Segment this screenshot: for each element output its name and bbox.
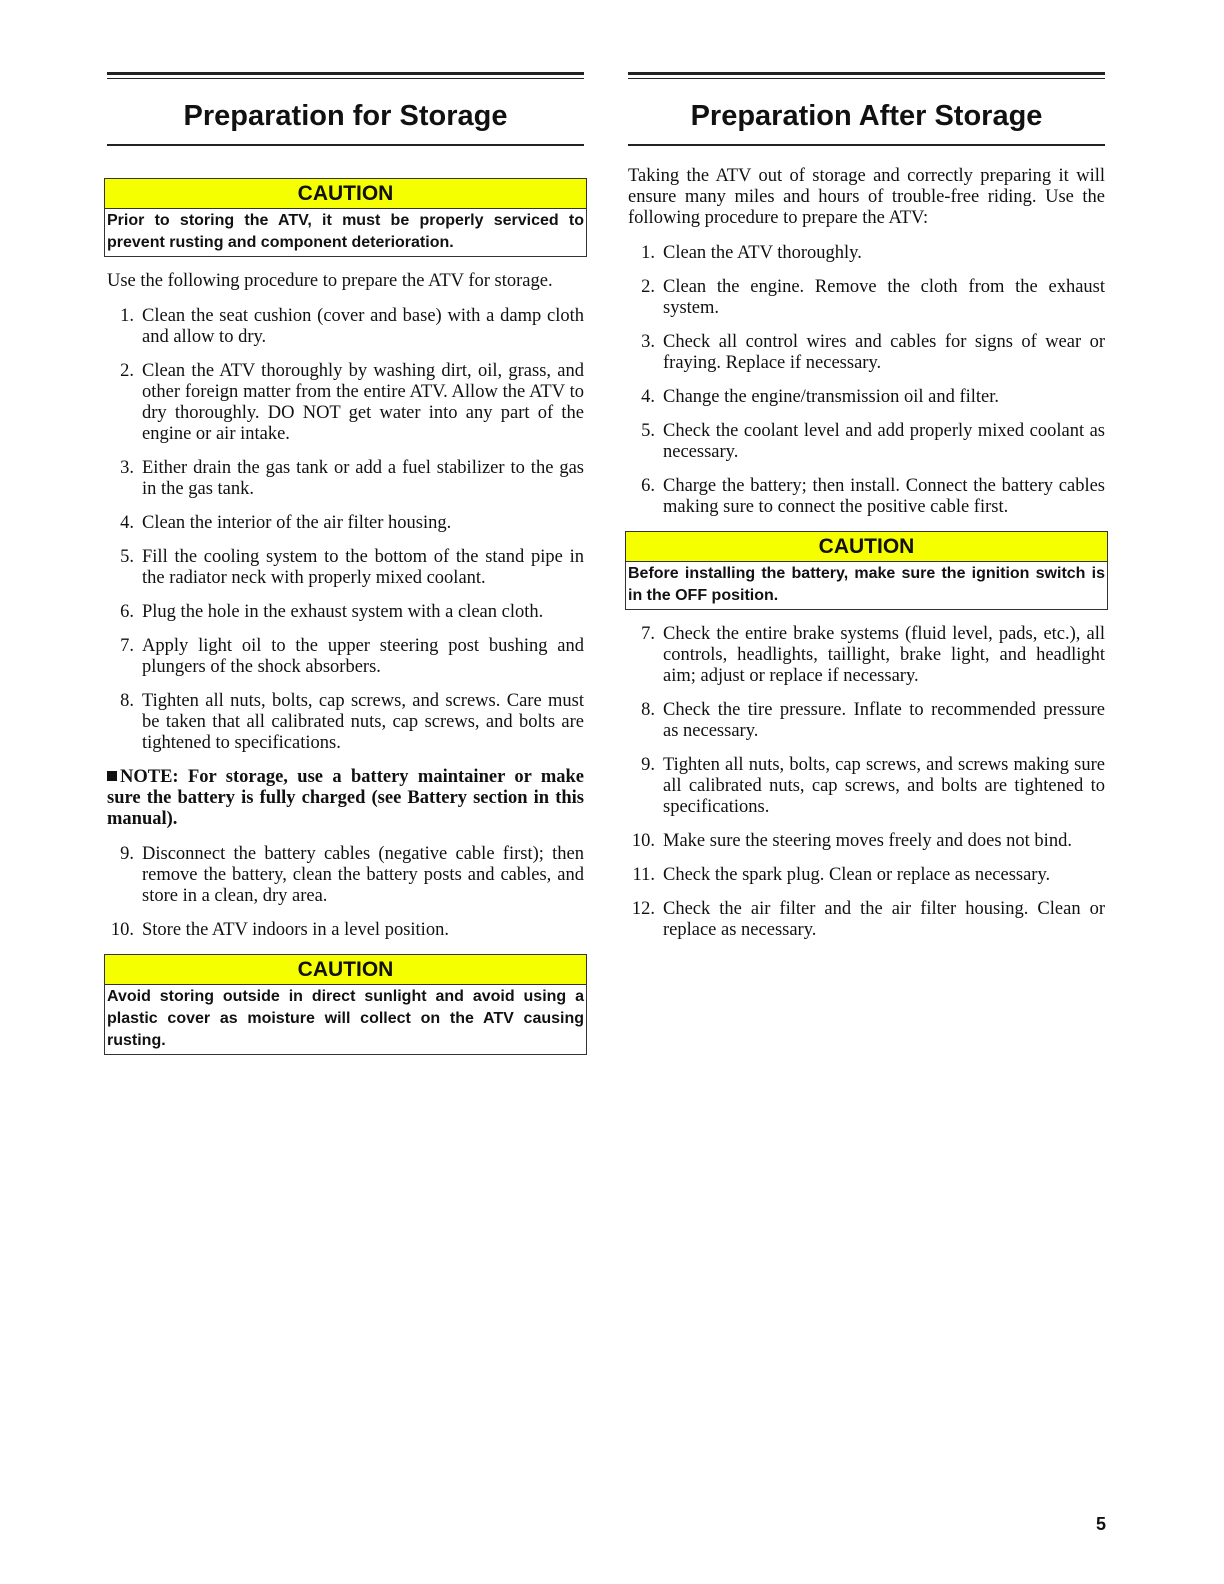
storage-content bbox=[107, 178, 584, 1069]
list-item bbox=[107, 361, 584, 445]
list-item bbox=[107, 513, 584, 534]
intro-paragraph: Use the following procedure to prepare the ATV for storage. bbox=[107, 271, 553, 291]
step-text: Store the ATV indoors in a level position. bbox=[142, 920, 449, 940]
step-text: Fill the cooling system to the bottom of the stand pipe in the radiator neck with properly mixed coolant. bbox=[142, 547, 584, 588]
header-rule-double bbox=[628, 72, 1105, 79]
step-number: 7. bbox=[641, 624, 655, 644]
caution-box bbox=[104, 178, 587, 257]
step-text: Check the entire brake systems (fluid level, pads, etc.), all controls, headlights, taillight, brake light, and headlight aim; adjust or replace if necessary. bbox=[663, 624, 1105, 686]
step-number: 7. bbox=[120, 636, 134, 656]
list-item bbox=[107, 844, 584, 907]
step-text: Check the coolant level and add properly mixed coolant as necessary. bbox=[663, 421, 1105, 462]
step-number: 2. bbox=[641, 277, 655, 297]
list-item bbox=[107, 602, 584, 623]
header-rule-double bbox=[107, 72, 584, 79]
step-text: Clean the ATV thoroughly. bbox=[663, 243, 862, 263]
step-text: Check the spark plug. Clean or replace as necessary. bbox=[663, 865, 1051, 885]
step-number: 10. bbox=[631, 831, 655, 851]
list-item bbox=[628, 755, 1105, 818]
list-item bbox=[107, 458, 584, 500]
list-item bbox=[628, 277, 1105, 319]
header-rule-single bbox=[107, 144, 584, 146]
step-number: 5. bbox=[641, 421, 655, 441]
list-item bbox=[628, 624, 1105, 687]
list-item bbox=[107, 920, 584, 941]
caution-heading: CAUTION bbox=[105, 179, 586, 209]
caution-box bbox=[625, 531, 1108, 610]
step-number: 12. bbox=[631, 899, 655, 919]
step-number: 5. bbox=[120, 547, 134, 567]
caution-heading: CAUTION bbox=[626, 532, 1107, 562]
step-number: 1. bbox=[641, 243, 655, 263]
caution-text: Before installing the battery, make sure the ignition switch is in the OFF position. bbox=[628, 565, 1105, 604]
list-item bbox=[107, 306, 584, 348]
note-paragraph bbox=[107, 767, 584, 830]
step-number: 1. bbox=[120, 306, 134, 326]
caution-text: Avoid storing outside in direct sunlight and avoid using a plastic cover as moisture will collect on the ATV causing rusting. bbox=[107, 988, 584, 1049]
step-text: Charge the battery; then install. Connect the battery cables making sure to connect the positive cable first. bbox=[663, 476, 1105, 517]
list-item bbox=[628, 476, 1105, 518]
list-item bbox=[628, 387, 1105, 408]
step-text: Check the air filter and the air filter housing. Clean or replace as necessary. bbox=[663, 899, 1105, 940]
step-number: 2. bbox=[120, 361, 134, 381]
note-square-icon bbox=[107, 771, 117, 781]
step-number: 4. bbox=[120, 513, 134, 533]
list-item bbox=[628, 831, 1105, 852]
step-text: Check the tire pressure. Inflate to recommended pressure as necessary. bbox=[663, 700, 1105, 741]
list-item bbox=[628, 899, 1105, 941]
storage-steps-list bbox=[107, 306, 584, 754]
step-text: Disconnect the battery cables (negative cable first); then remove the battery, clean the battery posts and cables, and store in a clean, dry area. bbox=[142, 844, 584, 906]
list-item bbox=[107, 691, 584, 754]
caution-heading: CAUTION bbox=[105, 955, 586, 985]
section-title-storage: Preparation for Storage bbox=[183, 100, 508, 132]
step-number: 4. bbox=[641, 387, 655, 407]
step-text: Either drain the gas tank or add a fuel stabilizer to the gas in the gas tank. bbox=[142, 458, 584, 499]
section-title-after-storage: Preparation After Storage bbox=[690, 100, 1043, 132]
step-number: 10. bbox=[110, 920, 134, 940]
step-text: Check all control wires and cables for signs of wear or fraying. Replace if necessary. bbox=[663, 332, 1105, 373]
step-text: Clean the seat cushion (cover and base) with a damp cloth and allow to dry. bbox=[142, 306, 584, 347]
list-item bbox=[107, 636, 584, 678]
step-number: 11. bbox=[632, 865, 655, 885]
step-number: 8. bbox=[641, 700, 655, 720]
step-number: 6. bbox=[120, 602, 134, 622]
step-text: Make sure the steering moves freely and does not bind. bbox=[663, 831, 1072, 851]
step-number: 3. bbox=[120, 458, 134, 478]
list-item bbox=[107, 547, 584, 589]
list-item bbox=[628, 421, 1105, 463]
step-number: 3. bbox=[641, 332, 655, 352]
step-number: 6. bbox=[641, 476, 655, 496]
list-item bbox=[628, 243, 1105, 264]
caution-box bbox=[104, 954, 587, 1055]
list-item bbox=[628, 700, 1105, 742]
caution-text: Prior to storing the ATV, it must be properly serviced to prevent rusting and component deterioration. bbox=[107, 212, 584, 251]
step-number: 9. bbox=[120, 844, 134, 864]
step-text: Change the engine/transmission oil and filter. bbox=[663, 387, 1000, 407]
after-storage-steps-list bbox=[628, 243, 1105, 518]
note-text: NOTE: For storage, use a battery maintainer or make sure the battery is fully charged (see Battery section in this manual). bbox=[107, 767, 584, 829]
step-text: Clean the interior of the air filter housing. bbox=[142, 513, 452, 533]
step-text: Tighten all nuts, bolts, cap screws, and screws making sure all calibrated nuts, cap screws, and bolts are tightened to specifications. bbox=[663, 755, 1105, 817]
step-number: 8. bbox=[120, 691, 134, 711]
intro-paragraph: Taking the ATV out of storage and correctly preparing it will ensure many miles and hours of trouble-free riding. Use the following procedure to prepare the ATV: bbox=[628, 166, 1105, 228]
after-storage-content bbox=[628, 166, 1105, 954]
step-text: Clean the ATV thoroughly by washing dirt, oil, grass, and other foreign matter from the entire ATV. Allow the ATV to dry thoroughly. DO NOT get water into any part of the engine or air intake. bbox=[142, 361, 584, 444]
header-rule-single bbox=[628, 144, 1105, 146]
step-text: Clean the engine. Remove the cloth from the exhaust system. bbox=[663, 277, 1105, 318]
storage-steps-list-continued bbox=[107, 844, 584, 941]
page-number: 5 bbox=[1095, 1514, 1106, 1534]
step-number: 9. bbox=[641, 755, 655, 775]
list-item bbox=[628, 332, 1105, 374]
step-text: Tighten all nuts, bolts, cap screws, and screws. Care must be taken that all calibrated nuts, cap screws, and bolts are tightened to specifications. bbox=[142, 691, 584, 753]
step-text: Plug the hole in the exhaust system with a clean cloth. bbox=[142, 602, 544, 622]
step-text: Apply light oil to the upper steering post bushing and plungers of the shock absorbers. bbox=[142, 636, 584, 677]
after-storage-steps-list-continued bbox=[628, 624, 1105, 941]
list-item bbox=[628, 865, 1105, 886]
